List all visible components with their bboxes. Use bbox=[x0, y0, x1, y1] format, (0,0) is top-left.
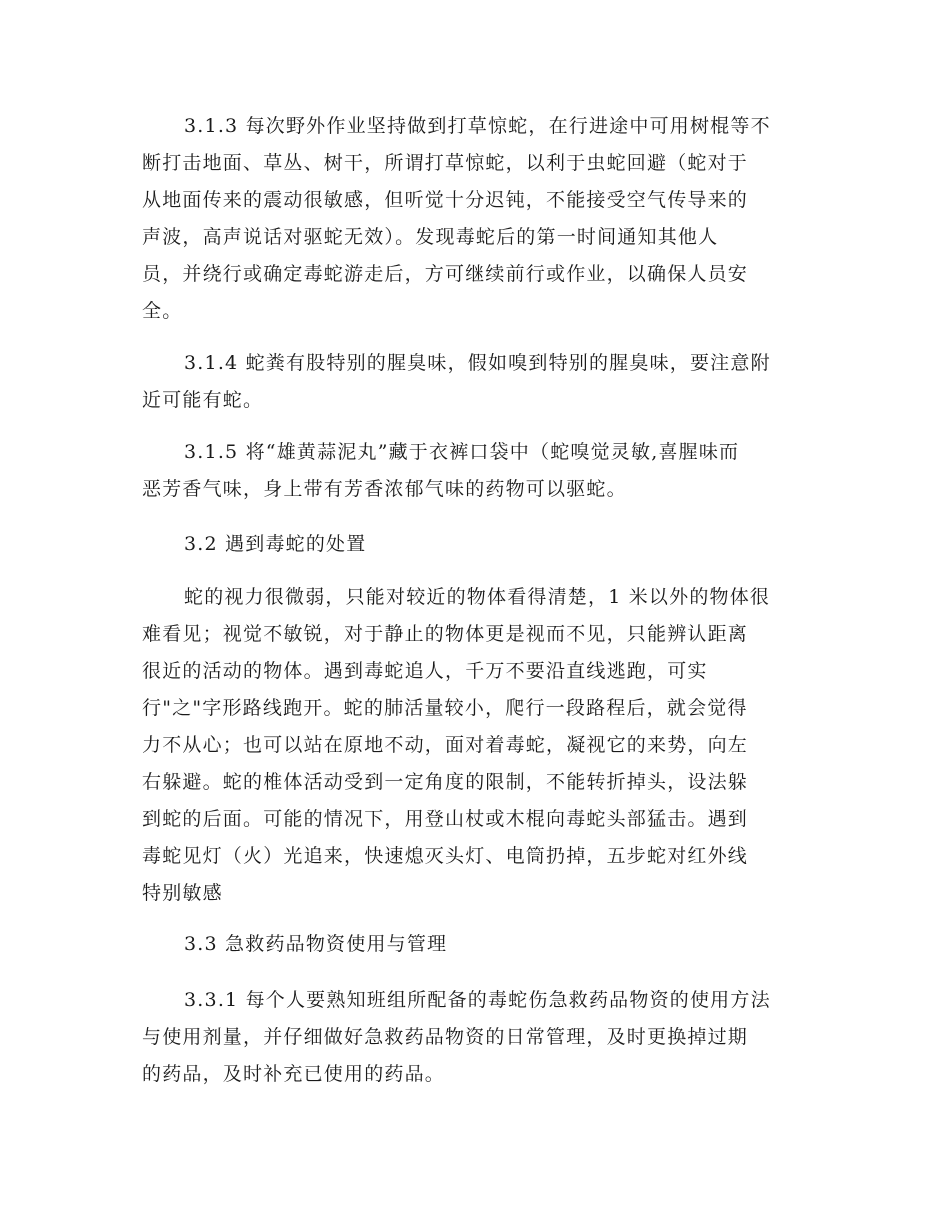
paragraph-line: 到蛇的后面。可能的情况下，用登山杖或木棍向毒蛇头部猛击。遇到 bbox=[142, 808, 749, 830]
paragraph-line: 3.1.3 每次野外作业坚持做到打草惊蛇，在行进途中可用树棍等不 bbox=[184, 115, 771, 137]
paragraph-line: 蛇的视力很微弱，只能对较近的物体看得清楚，1 米以外的物体很 bbox=[184, 586, 771, 608]
paragraph-line: 3.3.1 每个人要熟知班组所配备的毒蛇伤急救药品物资的使用方法 bbox=[184, 989, 771, 1011]
section-heading-3-2 bbox=[142, 526, 810, 563]
paragraph-line: 全。 bbox=[142, 300, 183, 322]
paragraph-line: 员，并绕行或确定毒蛇游走后，方可继续前行或作业，以确保人员安 bbox=[142, 263, 749, 285]
paragraph-line: 特别敏感 bbox=[142, 882, 223, 904]
paragraph-line: 很近的活动的物体。遇到毒蛇追人，千万不要沿直线逃跑，可实 bbox=[142, 660, 708, 682]
paragraph-3-1-5 bbox=[142, 434, 810, 508]
paragraph-line: 难看见；视觉不敏锐，对于静止的物体更是视而不见，只能辨认距离 bbox=[142, 623, 749, 645]
paragraph-line: 3.1.4 蛇粪有股特别的腥臭味，假如嗅到特别的腥臭味，要注意附 bbox=[184, 352, 771, 374]
paragraph-line: 右躲避。蛇的椎体活动受到一定角度的限制，不能转折掉头，设法躲 bbox=[142, 771, 749, 793]
section-heading: 3.3 急救药品物资使用与管理 bbox=[184, 933, 448, 955]
paragraph-line: 毒蛇见灯（火）光追来，快速熄灭头灯、电筒扔掉，五步蛇对红外线 bbox=[142, 845, 749, 867]
paragraph-line: 的药品，及时补充已使用的药品。 bbox=[142, 1063, 446, 1085]
paragraph-line: 从地面传来的震动很敏感，但听觉十分迟钝，不能接受空气传导来的 bbox=[142, 189, 749, 211]
paragraph-line: 3.1.5 将“雄黄蒜泥丸”藏于衣裤口袋中（蛇嗅觉灵敏,喜腥味而 bbox=[184, 441, 740, 463]
paragraph-3-2-body bbox=[142, 579, 810, 912]
section-heading: 3.2 遇到毒蛇的处置 bbox=[184, 533, 367, 555]
paragraph-line: 恶芳香气味，身上带有芳香浓郁气味的药物可以驱蛇。 bbox=[142, 478, 627, 500]
paragraph-line: 断打击地面、草丛、树干，所谓打草惊蛇，以利于虫蛇回避（蛇对于 bbox=[142, 152, 749, 174]
section-heading-3-3 bbox=[142, 926, 810, 963]
paragraph-line: 与使用剂量，并仔细做好急救药品物资的日常管理，及时更换掉过期 bbox=[142, 1026, 749, 1048]
paragraph-line: 力不从心；也可以站在原地不动，面对着毒蛇，凝视它的来势，向左 bbox=[142, 734, 749, 756]
paragraph-line: 近可能有蛇。 bbox=[142, 389, 264, 411]
paragraph-line: 声波，高声说话对驱蛇无效）。发现毒蛇后的第一时间通知其他人 bbox=[142, 226, 719, 248]
paragraph-3-1-3 bbox=[142, 108, 810, 330]
paragraph-3-3-1 bbox=[142, 982, 810, 1093]
paragraph-line: 行"之"字形路线跑开。蛇的肺活量较小，爬行一段路程后，就会觉得 bbox=[142, 697, 748, 719]
paragraph-3-1-4 bbox=[142, 345, 810, 419]
